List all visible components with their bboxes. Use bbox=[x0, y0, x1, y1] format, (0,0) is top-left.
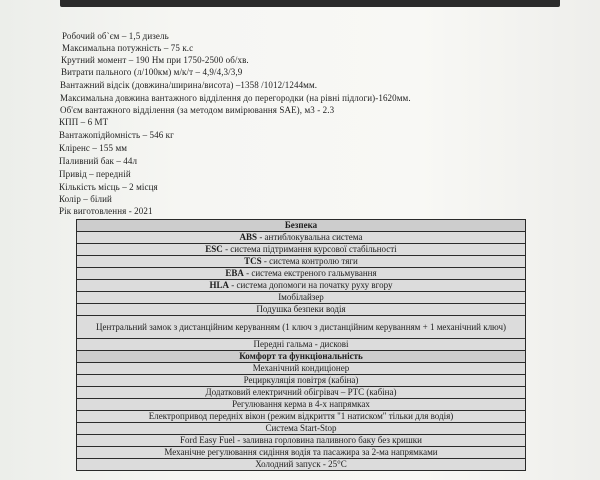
table-row bbox=[77, 292, 526, 304]
feature-text: - антиблокувальна система bbox=[257, 232, 363, 243]
table-row bbox=[77, 244, 526, 256]
spec-line: КПП – 6 МТ bbox=[59, 117, 109, 127]
feature-text: Подушка безпеки водія bbox=[256, 304, 346, 315]
table-row bbox=[77, 411, 526, 423]
feature-text: Механічний кондиціонер bbox=[77, 363, 526, 375]
feature-text: Передні гальма - дискові bbox=[253, 339, 349, 350]
table-row bbox=[77, 256, 526, 268]
feature-code: EBA bbox=[225, 268, 244, 279]
table-row bbox=[77, 459, 526, 471]
spec-line: Максимальна довжина вантажного відділення до перегородки (на рівні підлоги)-1620мм. bbox=[60, 93, 411, 103]
feature-text: Система Start-Stop bbox=[77, 423, 526, 435]
table-row bbox=[77, 387, 526, 399]
spec-line: Робочий об`єм – 1,5 дизель bbox=[62, 31, 169, 41]
table-section-header bbox=[77, 220, 526, 232]
table-row bbox=[77, 363, 526, 375]
table-row bbox=[77, 268, 526, 280]
feature-text: Рециркуляція повітря (кабіна) bbox=[77, 375, 526, 387]
table-row bbox=[77, 399, 526, 411]
table-row bbox=[77, 232, 526, 244]
spec-line: Об'єм вантажного відділення (за методом вимірювання SAE), м3 - 2.3 bbox=[60, 105, 335, 115]
table-row bbox=[77, 375, 526, 387]
feature-text: Центральний замок з дистанційним керуванням (1 ключ з дистанційним керуванням + 1 механічний ключ) bbox=[96, 321, 506, 332]
feature-code: ABS bbox=[239, 232, 258, 243]
feature-text: Регулювання керма в 4-х напрямках bbox=[77, 399, 526, 411]
table-section-header bbox=[77, 351, 526, 363]
top-dark-band bbox=[60, 0, 560, 7]
feature-text: Додатковий електричний обігрівач – PTC (кабіна) bbox=[77, 387, 526, 399]
feature-text: - система екстреного гальмування bbox=[243, 268, 377, 279]
spec-line: Колір – білий bbox=[59, 194, 112, 204]
feature-text: Холодний запуск - 25°C bbox=[77, 459, 526, 471]
spec-line: Крутний момент – 190 Нм при 1750-2500 об/хв. bbox=[61, 55, 249, 65]
spec-line: Кількість місць – 2 місця bbox=[59, 182, 158, 192]
spec-line: Вантажний відсік (довжина/ширина/висота) –1358 /1012/1244мм. bbox=[60, 80, 318, 90]
spec-line: Витрати пального (л/100км) м/к/т – 4,9/4,3/3,9 bbox=[61, 67, 243, 77]
spec-line: Паливний бак – 44л bbox=[59, 156, 138, 166]
spec-line: Вантажопідйомність – 546 кг bbox=[59, 130, 174, 140]
table-row bbox=[77, 316, 526, 339]
spec-line: Привід – передній bbox=[59, 169, 131, 179]
feature-text: - система підтримання курсової стабільності bbox=[222, 244, 397, 255]
spec-line: Максимальна потужність – 75 к.с bbox=[62, 43, 194, 53]
feature-text: Імобілайзер bbox=[278, 292, 324, 303]
feature-code: TCS bbox=[244, 256, 262, 267]
table-row bbox=[77, 280, 526, 292]
feature-text: - система допомоги на початку руху вгору bbox=[228, 280, 393, 291]
feature-text: - система контролю тяги bbox=[261, 256, 358, 267]
table-row bbox=[77, 339, 526, 351]
feature-text: Механічне регулювання сидіння водія та пасажира за 2-ма напрямками bbox=[77, 447, 526, 459]
feature-text: Електропривод передніх вікон (режим відкриття "1 натиском" тільки для водія) bbox=[77, 411, 526, 423]
spec-line: Кліренс – 155 мм bbox=[59, 143, 128, 153]
section-title: Комфорт та функціональність bbox=[77, 351, 526, 363]
spec-line: Рік виготовлення - 2021 bbox=[59, 206, 153, 216]
table-row bbox=[77, 447, 526, 459]
section-title: Безпека bbox=[77, 220, 526, 232]
equipment-table bbox=[76, 219, 526, 471]
feature-text: Ford Easy Fuel - заливна горловина паливного баку без кришки bbox=[77, 435, 526, 447]
table-row bbox=[77, 435, 526, 447]
table-row bbox=[77, 423, 526, 435]
feature-code: HLA bbox=[209, 280, 229, 291]
table-row bbox=[77, 304, 526, 316]
feature-code: ESC bbox=[205, 244, 223, 255]
